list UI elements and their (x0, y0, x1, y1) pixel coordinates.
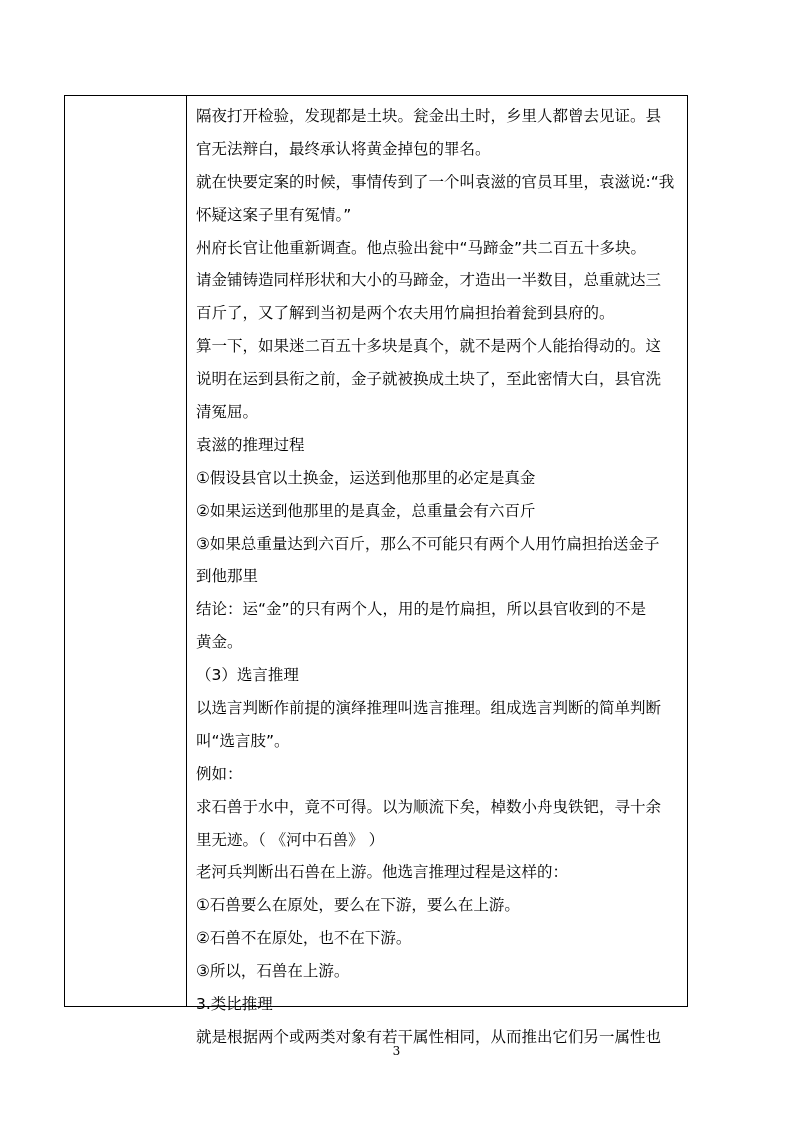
text-line: 到他那里 (196, 567, 259, 586)
text-line: ③所以，石兽在上游。 (196, 962, 350, 981)
section-heading: 3.类比推理 (196, 995, 273, 1014)
text-line: ①石兽要么在原处，要么在下游，要么在上游。 (196, 896, 520, 915)
text-line: ③如果总重量达到六百斤，那么不可能只有两个人用竹扁担抬送金子 (196, 534, 660, 553)
text-line: 清冤屈。 (196, 403, 259, 422)
text-line: 叫“选言肢”。 (196, 731, 290, 750)
text-line: 说明在运到县衔之前，金子就被换成土块了，至此密情大白，县官洗 (196, 370, 662, 389)
text-line: 求石兽于水中，竟不可得。以为顺流下矣，棹数小舟曳铁钯，寻十余 (196, 797, 662, 816)
section-heading: （3）选言推理 (196, 666, 299, 685)
text-line: 怀疑这案子里有冤情。” (196, 205, 352, 224)
text-line: 州府长官让他重新调查。他点验出瓮中“马蹄金”共二百五十多块。 (196, 238, 647, 257)
section-heading: 袁滋的推理过程 (196, 435, 305, 454)
text-line: 请金铺铸造同样形状和大小的马蹄金，才造出一半数目，总重就达三 (196, 271, 662, 290)
text-line: 以选言判断作前提的演绎推理叫选言推理。组成选言判断的简单判断 (196, 699, 662, 718)
text-line: ②如果运送到他那里的是真金，总重量会有六百斤 (196, 501, 536, 520)
content-table (64, 95, 688, 1046)
text-line: 官无法辩白，最终承认将黄金掉包的罪名。 (196, 139, 491, 158)
text-line: 就是根据两个或两类对象有若干属性相同，从而推出它们另一属性也 (196, 1027, 662, 1046)
text-line: 算一下，如果迷二百五十多块是真个，就不是两个人能抬得动的。这 (196, 337, 662, 356)
text-line: 结论：运“金”的只有两个人，用的是竹扁担，所以县官收到的不是 (196, 600, 647, 619)
text-line: ②石兽不在原处，也不在下游。 (196, 929, 412, 948)
text-line: 黄金。 (196, 633, 243, 652)
text-line: 例如： (196, 764, 243, 783)
table-text-column (187, 96, 687, 1046)
text-line: ①假设县官以土换金，运送到他那里的必定是真金 (196, 468, 536, 487)
text-line: 百斤了，又了解到当初是两个农夫用竹扁担抬着瓮到县府的。 (196, 304, 615, 323)
text-line: 老河兵判断出石兽在上游。他选言推理过程是这样的： (196, 863, 569, 882)
text-line: 隔夜打开检验，发现都是土块。瓮金出土时，乡里人都曾去见证。县 (196, 107, 662, 125)
table-left-column (65, 96, 187, 1006)
page-number: 3 (392, 1044, 401, 1058)
text-line: 就在快要定案的时候，事情传到了一个叫袁滋的官员耳里，袁滋说:“我 (196, 172, 675, 191)
text-line: 里无迹。（ 《河中石兽》 ） (196, 830, 385, 849)
